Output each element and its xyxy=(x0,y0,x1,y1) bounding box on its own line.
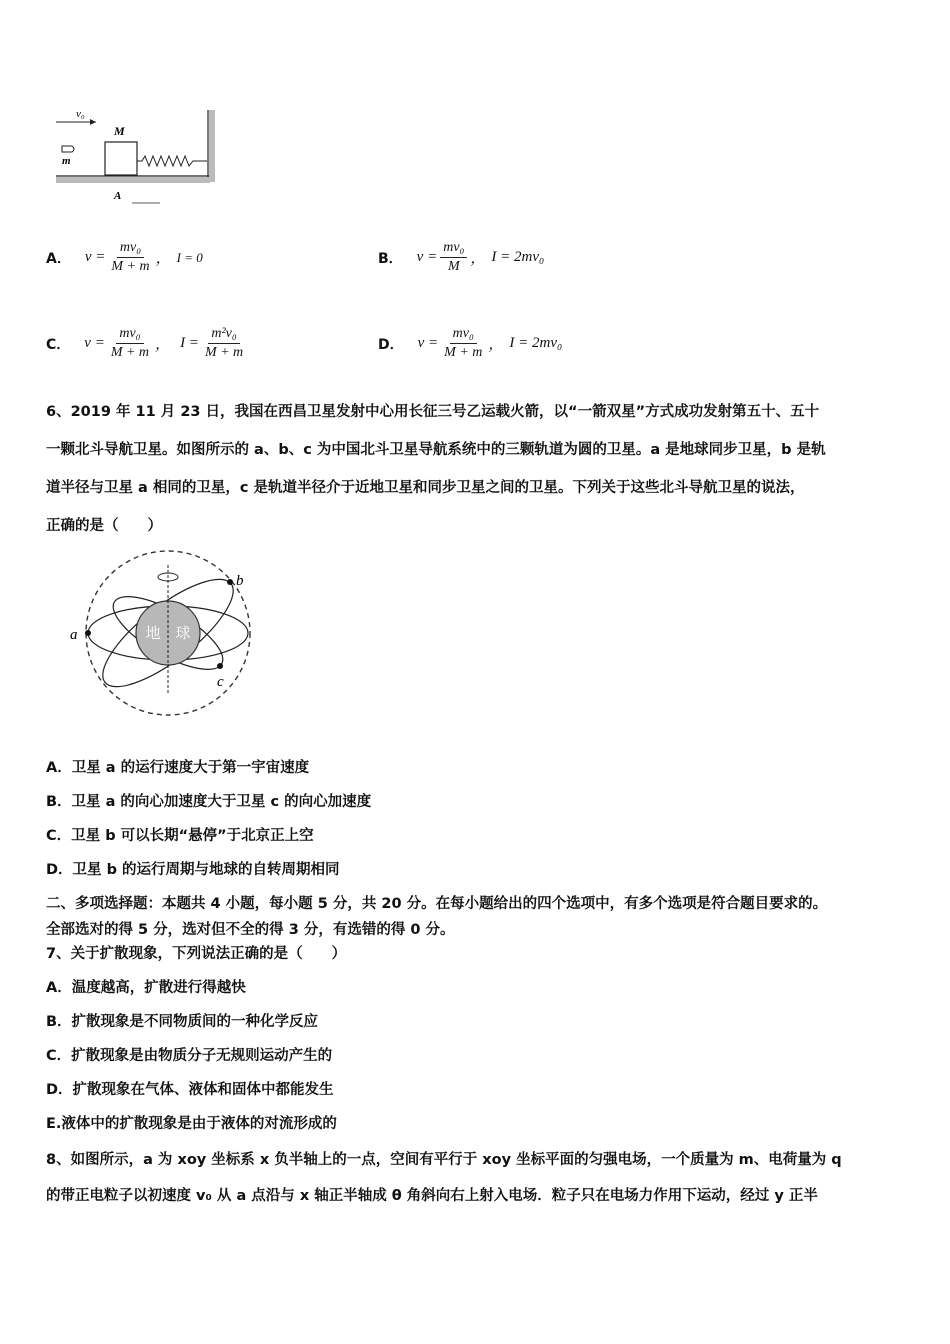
q6-line-4: 正确的是（ ） xyxy=(46,518,162,534)
ground-hatch xyxy=(56,177,210,183)
q6-option-B: B．卫星 a 的向心加速度大于卫星 c 的向心加速度 xyxy=(46,794,372,810)
spring xyxy=(137,156,207,166)
satellite-orbit-figure xyxy=(60,545,265,725)
option-C: C． v = $\frac{\text{mv₀}}{M + m}$ ， I = $\frac{\text{m²v₀}}{M + m}$ xyxy=(46,326,244,360)
q6-option-A: A．卫星 a 的运行速度大于第一宇宙速度 xyxy=(46,760,310,776)
label-c: c xyxy=(217,674,224,690)
q6-line-3: 道半径与卫星 a 相同的卫星，c 是轨道半径介于近地卫星和同步卫星之间的卫星。下列关于这些北斗导航卫星的说法， xyxy=(46,480,805,496)
earth-label: 地 球 xyxy=(145,624,191,642)
label-a: a xyxy=(70,627,78,643)
option-B: B． v = $\frac{\text{mv₀}}{M}$ ， I = 2mv₀ xyxy=(378,240,545,274)
q6-option-D: D．卫星 b 的运行周期与地球的自转周期相同 xyxy=(46,862,340,878)
q6-line-1: 6、2019 年 11 月 23 日，我国在西昌卫星发射中心用长征三号乙运载火箭，以“一箭双星”方式成功发射第五十、五十 xyxy=(46,404,820,420)
block-spring-figure xyxy=(50,105,230,215)
q7-option-A: A．温度越高，扩散进行得越快 xyxy=(46,980,246,996)
option-D: D． v = $\frac{\text{mv₀}}{M + m}$ ， I = 2mv₀ xyxy=(378,326,563,360)
section2-line-2: 全部选对的得 5 分，选对但不全的得 3 分，有选错的得 0 分。 xyxy=(46,922,455,938)
q7-stem: 7、关于扩散现象，下列说法正确的是（ ） xyxy=(46,946,347,962)
section2-line-1: 二、多项选择题：本题共 4 小题，每小题 5 分，共 20 分。在每小题给出的四个选项中，有多个选项是符合题目要求的。 xyxy=(46,896,828,912)
q7-option-C: C．扩散现象是由物质分子无规则运动产生的 xyxy=(46,1048,333,1064)
q6-line-2: 一颗北斗导航卫星。如图所示的 a、b、c 为中国北斗卫星导航系统中的三颗轨道为圆的卫星。a 是地球同步卫星，b 是轨 xyxy=(46,442,826,458)
q8-line-1: 8、如图所示，a 为 xoy 坐标系 x 负半轴上的一点，空间有平行于 xoy 坐标平面的匀强电场，一个质量为 m、电荷量为 q xyxy=(46,1152,842,1168)
bullet-icon xyxy=(62,146,74,152)
q7-option-D: D．扩散现象在气体、液体和固体中都能发生 xyxy=(46,1082,334,1098)
M-label: M xyxy=(114,124,125,138)
m-label: m xyxy=(62,155,71,167)
A-label: A xyxy=(114,190,122,202)
wall-hatch xyxy=(209,110,215,182)
satellite-b xyxy=(227,579,233,585)
block-M xyxy=(105,142,137,175)
q8-line-2: 的带正电粒子以初速度 v₀ 从 a 点沿与 x 轴正半轴成 θ 角斜向右上射入电场．粒子只在电场力作用下运动，经过 y 正半 xyxy=(46,1188,818,1204)
q7-option-B: B．扩散现象是不同物质间的一种化学反应 xyxy=(46,1014,319,1030)
v0-label: v₀ xyxy=(76,108,85,120)
q6-option-C: C．卫星 b 可以长期“悬停”于北京正上空 xyxy=(46,828,314,844)
satellite-a xyxy=(85,630,91,636)
q7-option-E: E.液体中的扩散现象是由于液体的对流形成的 xyxy=(46,1116,337,1132)
label-b: b xyxy=(236,573,244,589)
satellite-c xyxy=(217,663,223,669)
option-A: A． v = $\frac{\text{mv₀}}{M + m}$ ， I = 0 xyxy=(46,240,203,274)
